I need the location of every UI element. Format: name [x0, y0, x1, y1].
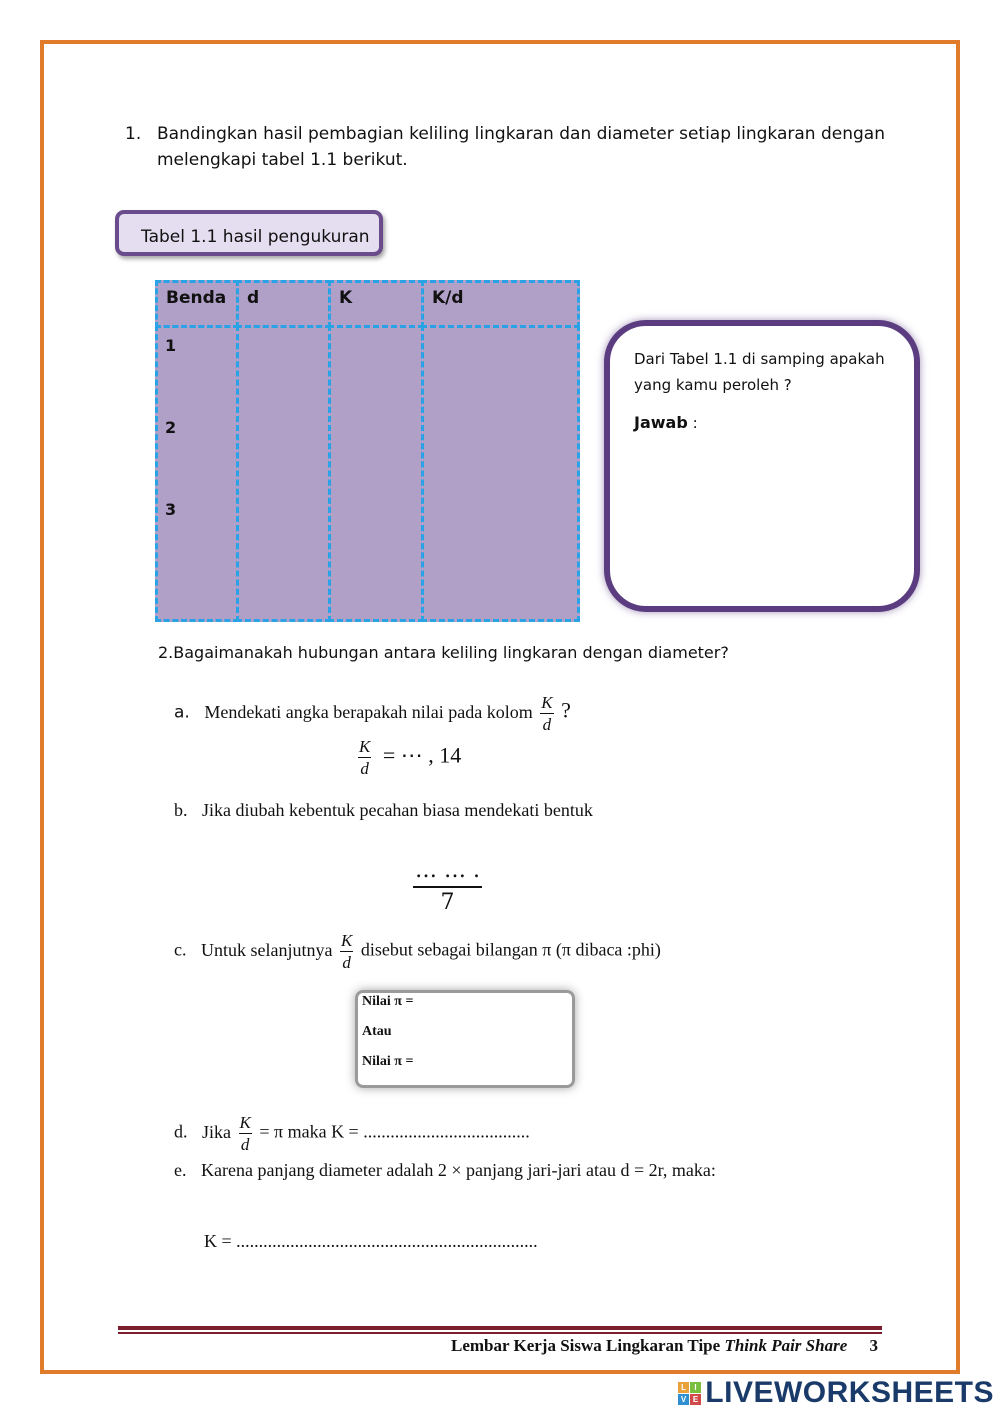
liveworksheets-logo-icon — [678, 1382, 701, 1405]
item-a-text: Mendekati angka berapakah nilai pada kolom — [204, 701, 533, 722]
item-c-text-before: Untuk selanjutnya — [201, 939, 333, 960]
logo-cell-l: L — [678, 1382, 689, 1393]
fraction-numerator: K — [359, 737, 371, 756]
table-input-k-over-d[interactable] — [421, 325, 580, 622]
fraction-k-over-d — [239, 1114, 252, 1153]
liveworksheets-brand[interactable] — [678, 1376, 994, 1410]
fraction-numerator: K — [541, 693, 553, 712]
pi-value-box[interactable] — [355, 990, 575, 1088]
fraction-blank-over-7[interactable] — [413, 860, 482, 914]
answer-box-label — [634, 410, 890, 436]
liveworksheets-wordmark: LIVEWORKSHEETS — [705, 1376, 994, 1409]
fraction-blank-denominator: 7 — [440, 890, 455, 915]
pi-value-or: Atau — [362, 1024, 392, 1039]
equation-k-over-d — [358, 738, 461, 777]
item-e-label: e. — [174, 1160, 187, 1180]
table-col-benda — [155, 325, 239, 622]
fraction-denominator: d — [240, 1135, 250, 1154]
item-d-text-before: Jika — [202, 1121, 231, 1142]
table-input-k[interactable] — [328, 325, 424, 622]
fraction-blank — [413, 860, 482, 914]
table-caption: Tabel 1.1 hasil pengukuran — [115, 210, 383, 256]
table-row-3: 3 — [165, 500, 177, 519]
footer — [451, 1336, 878, 1356]
footer-rule-thin — [118, 1332, 882, 1334]
item-e — [174, 1160, 716, 1181]
logo-cell-i: I — [690, 1382, 701, 1393]
item-c-label: c. — [174, 939, 187, 960]
question-2-title: 2.Bagaimanakah hubungan antara keliling lingkaran dengan diameter? — [158, 643, 729, 662]
table-row-2: 2 — [165, 418, 177, 437]
item-e-text: Karena panjang diameter adalah 2 × panjang jari-jari atau d = 2r, maka: — [201, 1160, 716, 1180]
table-header-benda: Benda — [155, 280, 239, 328]
item-a — [174, 694, 571, 733]
answer-label: Jawab — [634, 413, 688, 432]
question-1-number: 1. — [125, 124, 142, 144]
footer-text: Lembar Kerja Siswa Lingkaran Tipe — [450, 1336, 725, 1355]
pi-value-line-2: Nilai π = — [362, 1054, 414, 1069]
item-a-question-mark: ? — [561, 697, 571, 723]
item-b-label: b. — [174, 800, 188, 820]
item-c-text-after: disebut sebagai bilangan π (π dibaca :phi) — [360, 939, 661, 960]
fraction-numerator: K — [340, 931, 353, 950]
footer-rule — [118, 1326, 882, 1330]
logo-cell-v: V — [678, 1394, 689, 1405]
footer-emphasis: Think Pair Share — [724, 1336, 848, 1355]
table-input-d[interactable] — [236, 325, 331, 622]
answer-colon: : — [692, 414, 698, 432]
table-header-k: K — [328, 280, 424, 328]
fraction-k-over-d — [340, 932, 353, 971]
item-d-text-after[interactable]: = π maka K = ..................................... — [259, 1121, 530, 1142]
item-a-label: a. — [174, 702, 190, 723]
fraction-k-over-d — [358, 738, 371, 777]
logo-cell-e: E — [690, 1394, 701, 1405]
question-1-text: Bandingkan hasil pembagian keliling lingkaran dan diameter setiap lingkaran dengan melengkapi tabel 1.1 berikut. — [157, 124, 885, 170]
fraction-numerator: K — [239, 1113, 251, 1132]
fraction-denominator: d — [542, 715, 552, 734]
pi-value-line-1: Nilai π = — [362, 994, 414, 1009]
item-b-text: Jika diubah kebentuk pecahan biasa mendekati bentuk — [202, 800, 593, 820]
fraction-denominator: d — [342, 953, 351, 972]
equation-rhs: = ⋯ , 14 — [382, 742, 462, 768]
item-c — [174, 932, 661, 971]
item-d — [174, 1114, 530, 1153]
k-formula-blank[interactable]: K = ................................................................... — [204, 1231, 538, 1251]
question-1 — [125, 121, 885, 173]
item-d-label: d. — [174, 1121, 188, 1142]
table-header-k-over-d: K/d — [421, 280, 580, 328]
page-number: 3 — [869, 1336, 878, 1355]
table-header-d: d — [236, 280, 331, 328]
table-row-1: 1 — [165, 336, 177, 355]
fraction-blank-numerator: … … . — [413, 860, 482, 888]
answer-box[interactable] — [604, 320, 920, 612]
measurement-table — [155, 280, 580, 622]
fraction-denominator: d — [360, 759, 369, 778]
item-b — [174, 800, 593, 821]
fraction-k-over-d — [540, 694, 553, 733]
answer-box-question: Dari Tabel 1.1 di samping apakah yang kamu peroleh ? — [634, 350, 885, 394]
